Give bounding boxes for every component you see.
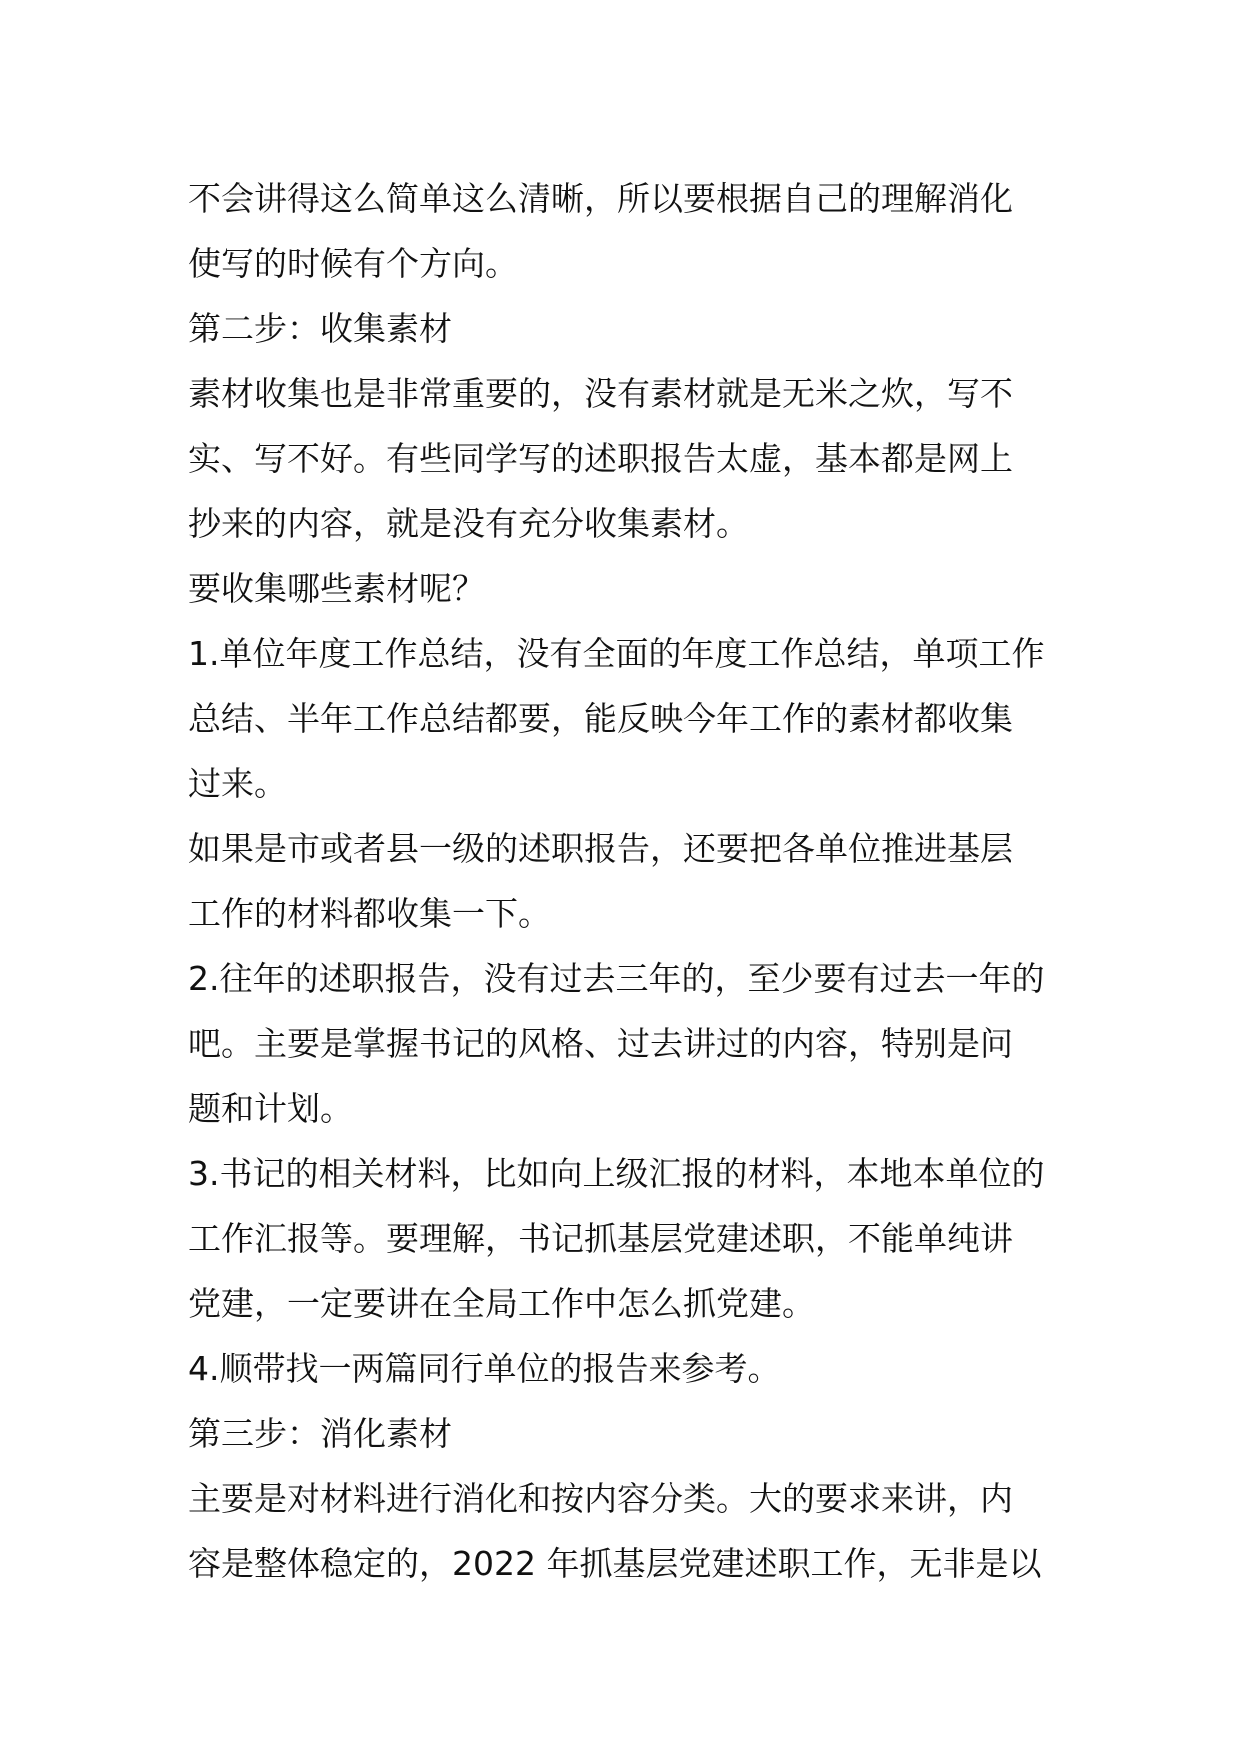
list-item: 4.顺带找一两篇同行单位的报告来参考。 bbox=[188, 1349, 781, 1388]
list-item: 3.书记的相关材料，比如向上级汇报的材料，本地本单位的 bbox=[188, 1154, 1045, 1193]
section-heading: 第二步：收集素材 bbox=[188, 309, 452, 348]
section-heading: 第三步：消化素材 bbox=[188, 1414, 452, 1453]
text-line: 不会讲得这么简单这么清晰，所以要根据自己的理解消化 bbox=[188, 179, 1013, 218]
text-line: 实、写不好。有些同学写的述职报告太虚，基本都是网上 bbox=[188, 439, 1013, 478]
text-line: 工作汇报等。要理解，书记抓基层党建述职，不能单纯讲 bbox=[188, 1219, 1013, 1258]
body-text bbox=[188, 166, 1058, 1596]
text-line: 素材收集也是非常重要的，没有素材就是无米之炊，写不 bbox=[188, 374, 1013, 413]
text-line: 容是整体稳定的，2022 年抓基层党建述职工作，无非是以 bbox=[188, 1544, 1042, 1583]
list-item: 2.往年的述职报告，没有过去三年的，至少要有过去一年的 bbox=[188, 959, 1045, 998]
text-line: 使写的时候有个方向。 bbox=[188, 244, 518, 283]
text-line: 抄来的内容，就是没有充分收集素材。 bbox=[188, 504, 749, 543]
text-line: 工作的材料都收集一下。 bbox=[188, 894, 551, 933]
text-line: 题和计划。 bbox=[188, 1089, 353, 1128]
text-line: 过来。 bbox=[188, 764, 287, 803]
text-line: 总结、半年工作总结都要，能反映今年工作的素材都收集 bbox=[188, 699, 1013, 738]
text-line: 主要是对材料进行消化和按内容分类。大的要求来讲，内 bbox=[188, 1479, 1013, 1518]
text-line: 党建，一定要讲在全局工作中怎么抓党建。 bbox=[188, 1284, 815, 1323]
text-line: 要收集哪些素材呢？ bbox=[188, 569, 485, 608]
text-line: 如果是市或者县一级的述职报告，还要把各单位推进基层 bbox=[188, 829, 1013, 868]
text-line: 吧。主要是掌握书记的风格、过去讲过的内容，特别是问 bbox=[188, 1024, 1013, 1063]
list-item: 1.单位年度工作总结，没有全面的年度工作总结，单项工作 bbox=[188, 634, 1045, 673]
